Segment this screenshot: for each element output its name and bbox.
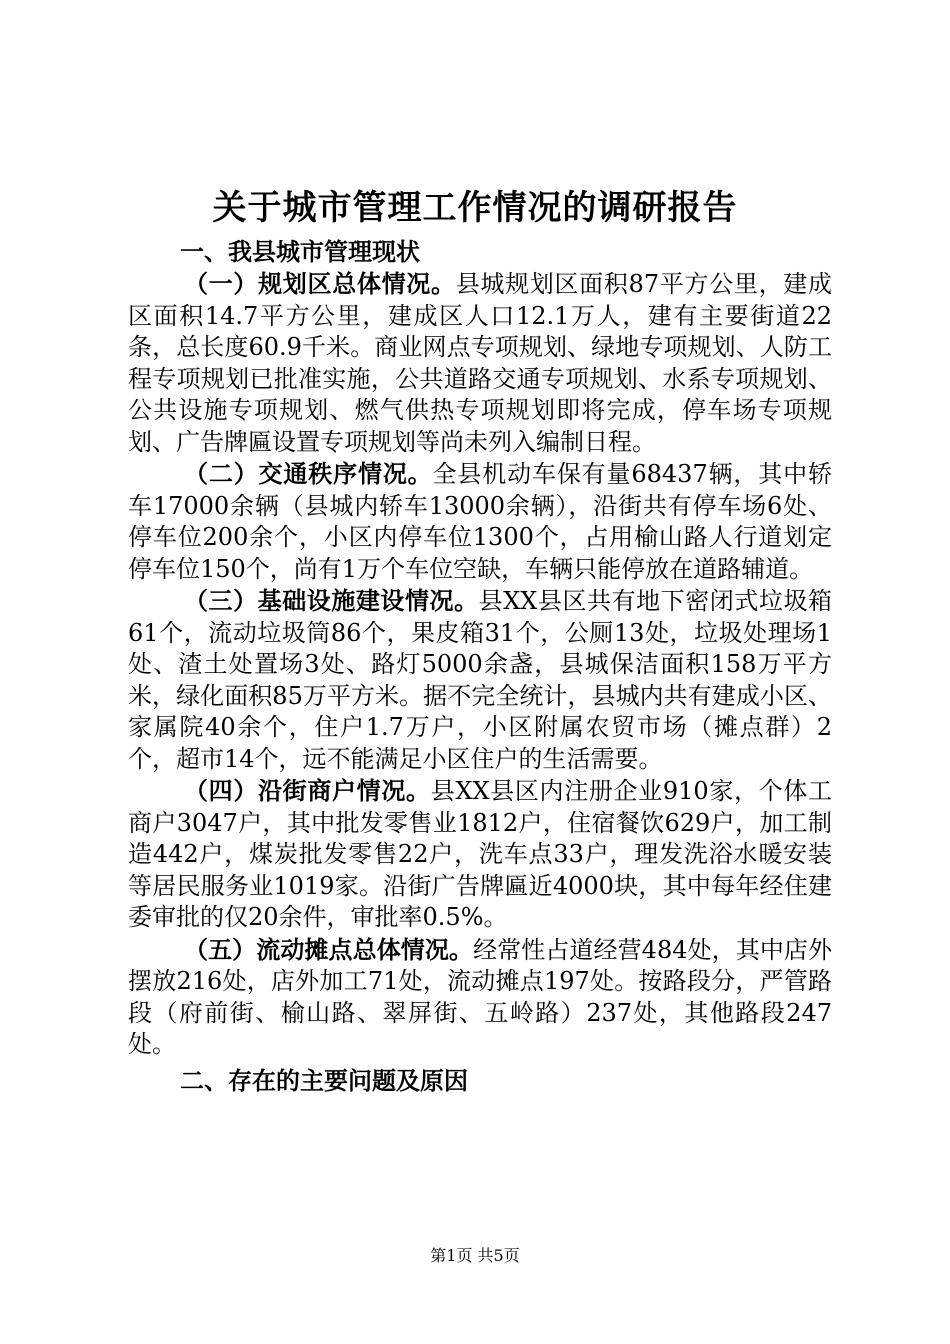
paragraph-traffic-order [128, 458, 832, 585]
paragraph-lead: （二）交通秩序情况。 [184, 459, 433, 488]
document-title: 关于城市管理工作情况的调研报告 [212, 188, 738, 228]
paragraph-mobile-stalls [128, 934, 832, 1061]
paragraph-text: 经常性占道经营484处，其中店外摆放216处，店外加工71处，流动摊点197处。按路段分，严管路段（府前街、榆山路、翠屏街、五岭路）237处，其他路段247处。 [128, 935, 833, 1058]
section-heading-problems: 二、存在的主要问题及原因 [180, 1065, 468, 1095]
page-number-footer: 第1页 共5页 [430, 1246, 520, 1265]
paragraph-text: 全县机动车保有量68437辆，其中轿车17000余辆（县城内轿车13000余辆），沿街共有停车场6处、停车位200余个，小区内停车位1300个，占用榆山路人行道划定停车位150个，尚有1万个车位空缺，车辆只能停放在道路辅道。 [128, 460, 832, 583]
paragraph-lead: （五）流动摊点总体情况。 [184, 934, 474, 964]
paragraph-planning-area [128, 268, 832, 458]
paragraph-street-merchants [128, 775, 832, 934]
paragraph-text: 县XX县区内注册企业910家，个体工商户3047户，其中批发零售业1812户，住宿餐饮629户，加工制造442户，煤炭批发零售22户，洗车点33户，理发洗浴水暖安装等居民服务业1019家。沿街广告牌匾近4000块，其中每年经住建委审批的仅20余件，审批率0.5%。 [128, 777, 833, 931]
document-page [128, 182, 832, 1097]
paragraph-text: 县XX县区共有地下密闭式垃圾箱61个，流动垃圾筒86个，果皮箱31个，公厕13处，垃圾处理场1处、渣土处置场3处、路灯5000余盏，县城保洁面积158万平方米，绿化面积85万平方米。据不完全统计，县城内共有建成小区、家属院40余个，住户1.7万户，小区附属农贸市场（摊点群）2个，超市14个，远不能满足小区住户的生活需要。 [128, 587, 833, 773]
section-heading-current-status: 一、我县城市管理现状 [180, 237, 420, 266]
paragraph-infrastructure [128, 585, 832, 775]
paragraph-text: 县城规划区面积87平方公里，建成区面积14.7平方公里，建成区人口12.1万人，建有主要街道22条，总长度60.9千米。商业网点专项规划、绿地专项规划、人防工程专项规划已批准实施，公共道路交通专项规划、水系专项规划、公共设施专项规划、燃气供热专项规划即将完成，停车场专项规划、广告牌匾设置专项规划等尚未列入编制日程。 [128, 270, 832, 456]
paragraph-lead: （四）沿街商户情况。 [184, 776, 431, 805]
paragraph-lead: （一）规划区总体情况。 [184, 269, 456, 298]
paragraph-lead: （三）基础设施建设情况。 [184, 586, 479, 615]
